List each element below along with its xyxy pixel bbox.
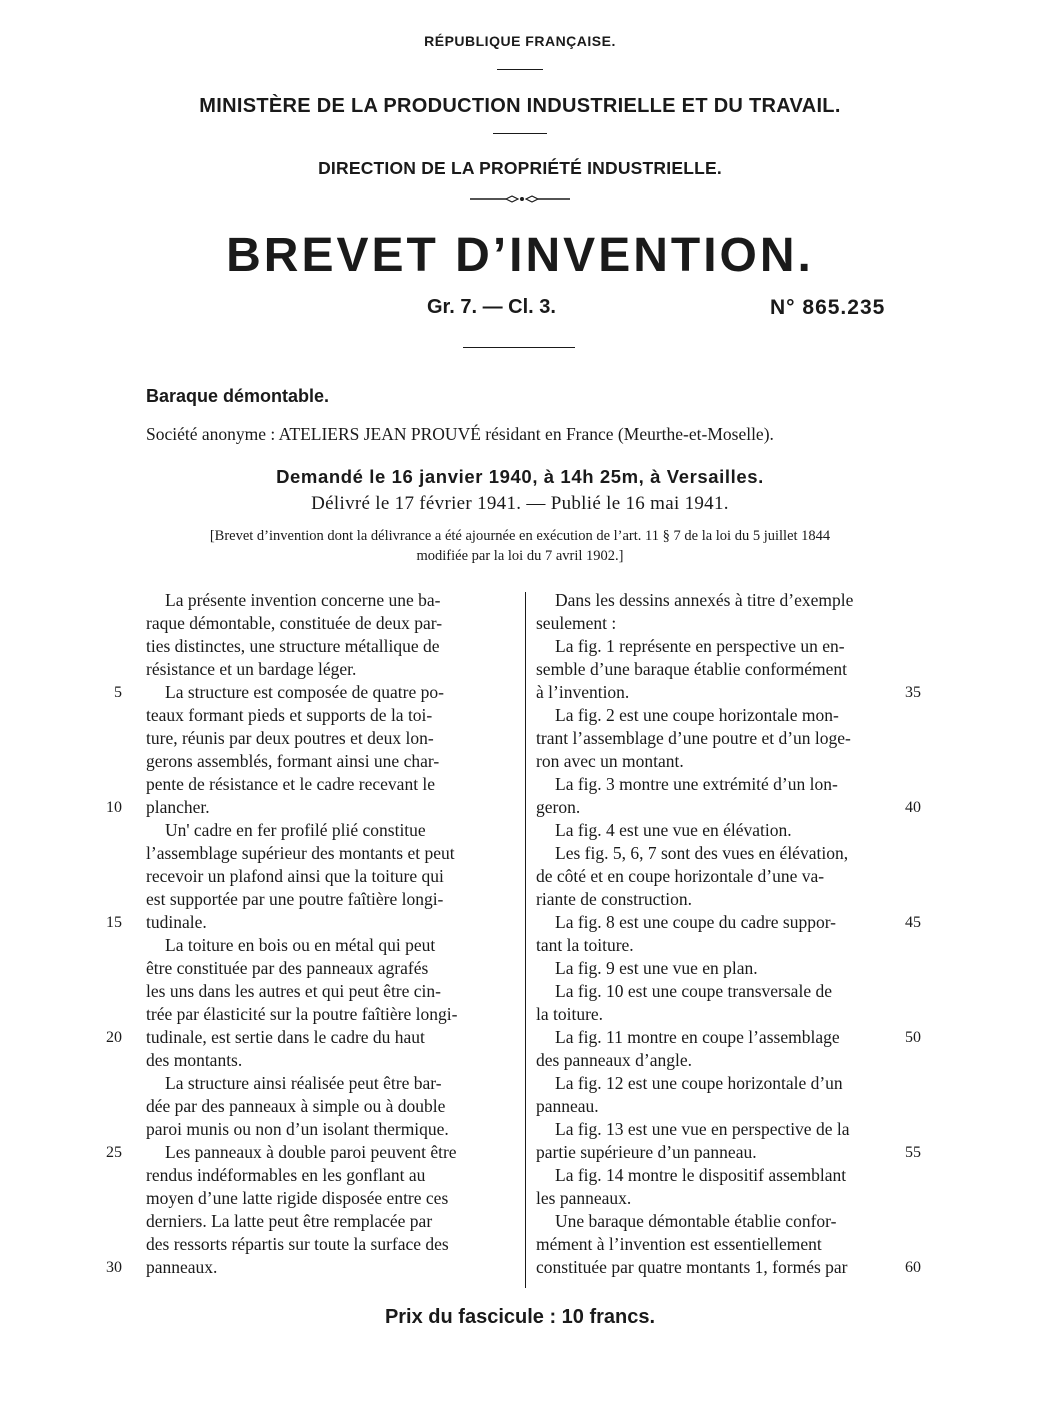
line-number: 25 [106,1144,122,1161]
text-line: pente de résistance et le cadre recevant le [146,774,436,794]
text-line: ties distinctes, une structure métallique de [146,636,440,656]
text-line: de côté et en coupe horizontale d’une va- [536,866,825,886]
line-number: 55 [905,1144,921,1161]
text-line: trant l’assemblage d’une poutre et d’un loge- [536,728,851,748]
text-line: des montants. [146,1050,243,1070]
text-line: des ressorts répartis sur toute la surface des [146,1234,449,1254]
line-number: 30 [106,1259,122,1276]
text-line: La toiture en bois ou en métal qui peut [165,935,436,955]
text-line: La présente invention concerne une ba- [165,590,441,610]
text-line: La fig. 1 représente en perspective un en- [555,636,845,656]
line-number: 60 [905,1259,921,1276]
text-line: partie supérieure d’un panneau. [536,1142,757,1162]
text-line: la toiture. [536,1004,604,1024]
line-number: 40 [905,799,921,816]
republic-heading: RÉPUBLIQUE FRANÇAISE. [424,33,616,49]
price-footer: Prix du fascicule : 10 francs. [384,1306,656,1328]
text-line: La fig. 14 montre le dispositif assemblant [555,1165,847,1185]
line-number: 50 [905,1029,921,1046]
text-line: ron avec un montant. [536,751,684,771]
text-line: raque démontable, constituée de deux par- [146,613,443,633]
invention-title: Baraque démontable. [146,386,330,406]
text-line: recevoir un plafond ainsi que la toiture qui [146,866,444,886]
text-line: Dans les dessins annexés à titre d’exemple [555,590,854,610]
text-line: semble d’une baraque établie conformément [536,659,847,679]
divider [497,69,543,70]
text-line: riante de construction. [536,889,692,909]
text-line: constituée par quatre montants 1, formés par [536,1257,848,1277]
text-line: La fig. 3 montre une extrémité d’un lon- [555,774,838,794]
text-line: les panneaux. [536,1188,632,1208]
text-line: tudinale. [146,912,207,932]
patent-number: N° 865.235 [770,296,886,319]
text-line: La fig. 12 est une coupe horizontale d’un [555,1073,843,1093]
text-line: gerons assemblés, formant ainsi une char- [146,751,440,771]
text-line: Un' cadre en fer profilé plié constitue [165,820,426,840]
ornament-divider-icon [468,192,572,206]
line-number: 15 [106,914,122,931]
text-line: des panneaux d’angle. [536,1050,692,1070]
line-number: 20 [106,1029,122,1046]
text-line: tudinale, est sertie dans le cadre du haut [146,1027,425,1047]
text-line: La fig. 11 montre en coupe l’assemblage [555,1027,840,1047]
line-number: 10 [106,799,122,816]
column-divider [525,592,526,1288]
text-line: Une baraque démontable établie confor- [555,1211,837,1231]
line-number: 45 [905,914,921,931]
divider [463,347,575,348]
text-line: Les fig. 5, 6, 7 sont des vues en élévation, [555,843,849,863]
filing-date: Demandé le 16 janvier 1940, à 14h 25m, à Versailles. [276,466,764,487]
text-line: les uns dans les autres et qui peut être cin- [146,981,441,1001]
ministry-heading: MINISTÈRE DE LA PRODUCTION INDUSTRIELLE ET DU TRAVAIL. [199,95,841,117]
text-line: plancher. [146,797,210,817]
text-line: geron. [536,797,581,817]
text-line: panneau. [536,1096,599,1116]
text-line: trée par élasticité sur la poutre faîtière longi- [146,1004,458,1024]
grant-date: Délivré le 17 février 1941. — Publié le 16 mai 1941. [311,493,729,514]
text-line: paroi munis ou non d’un isolant thermique. [146,1119,449,1139]
legal-note-line: modifiée par la loi du 7 avril 1902.] [416,548,624,564]
text-line: à l’invention. [536,682,630,702]
text-line: tant la toiture. [536,935,634,955]
text-line: résistance et un bardage léger. [146,659,357,679]
text-line: La structure ainsi réalisée peut être bar- [165,1073,442,1093]
text-line: seulement : [536,613,617,633]
text-line: être constituée par des panneaux agrafés [146,958,429,978]
text-line: La fig. 10 est une coupe transversale de [555,981,832,1001]
document-title: BREVET D’INVENTION. [226,229,814,282]
text-line: moyen d’une latte rigide disposée entre ces [146,1188,449,1208]
text-line: l’assemblage supérieur des montants et peut [146,843,455,863]
text-line: ture, réunis par deux poutres et deux lon- [146,728,434,748]
applicant: Société anonyme : ATELIERS JEAN PROUVÉ résidant en France (Meurthe-et-Moselle). [146,424,774,444]
line-number: 35 [905,684,921,701]
divider [493,133,547,134]
text-line: Les panneaux à double paroi peuvent être [165,1142,457,1162]
text-line: La fig. 13 est une vue en perspective de la [555,1119,850,1139]
text-line: est supportée par une poutre faîtière longi- [146,889,444,909]
text-line: La structure est composée de quatre po- [165,682,444,702]
line-number: 5 [114,684,122,701]
text-line: teaux formant pieds et supports de la toi- [146,705,433,725]
legal-note-line: [Brevet d’invention dont la délivrance a été ajournée en exécution de l’art. 11 § 7 de la loi du 5 juillet 1844 [209,528,831,544]
text-line: La fig. 8 est une coupe du cadre suppor- [555,912,837,932]
text-line: rendus indéformables en les gonflant au [146,1165,426,1185]
text-line: La fig. 4 est une vue en élévation. [555,820,792,840]
direction-heading: DIRECTION DE LA PROPRIÉTÉ INDUSTRIELLE. [318,158,722,178]
text-line: panneaux. [146,1257,218,1277]
text-line: La fig. 2 est une coupe horizontale mon- [555,705,839,725]
text-line: La fig. 9 est une vue en plan. [555,958,758,978]
text-line: mément à l’invention est essentiellement [536,1234,822,1254]
text-line: dée par des panneaux à simple ou à double [146,1096,446,1116]
text-line: derniers. La latte peut être remplacée par [146,1211,433,1231]
classification: Gr. 7. — Cl. 3. [427,296,556,318]
